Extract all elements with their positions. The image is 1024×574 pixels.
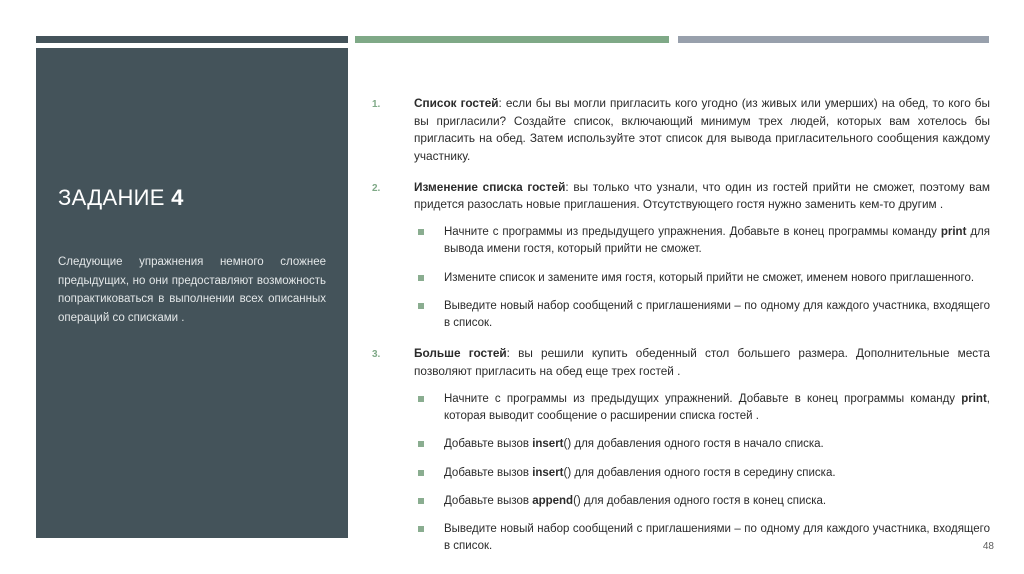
square-bullet-icon xyxy=(418,229,424,235)
slide-intro-paragraph: Следующие упражнения немного сложнее предыдущих, но они предоставляют возможность попрактиковаться в выполнении всех описанных операций со списками . xyxy=(58,256,326,324)
list-item-lead: Больше гостей xyxy=(414,346,507,361)
slide-title-panel xyxy=(36,48,348,538)
sub-bullet-item xyxy=(414,270,990,287)
sub-bullet-text-post: , которая выводит сообщение о расширении списка гостей . xyxy=(444,392,990,422)
top-bar-gray xyxy=(678,36,989,43)
sub-bullet-text-pre: Начните с программы из предыдущих упражнений. Добавьте в конец программы команду xyxy=(444,392,962,405)
sub-bullet-text-pre: Добавьте вызов xyxy=(444,494,533,507)
square-bullet-icon xyxy=(418,470,424,476)
code-keyword: insert xyxy=(532,438,564,451)
sub-bullet-text-pre: Выведите новый набор сообщений с приглашениями – по одному для каждого участника, входящего в список. xyxy=(444,523,990,553)
sub-bullet-text-pre: Начните с программы из предыдущего упражнения. Добавьте в конец программы команду xyxy=(444,226,941,239)
sub-bullet-item xyxy=(414,521,990,556)
square-bullet-icon xyxy=(418,441,424,447)
list-item-number: 1. xyxy=(372,99,381,110)
square-bullet-icon xyxy=(418,526,424,532)
slide-content-list xyxy=(370,95,990,569)
sub-bullet-item xyxy=(414,391,990,426)
list-item-text: : вы только что узнали, что один из гостей прийти не сможет, поэтому вам придется разослать новые приглашения. Отсутствующего гостя нужно заменить кем-то другим . xyxy=(414,179,990,212)
list-item-text: : вы решили купить обеденный стол большего размера. Дополнительные места позволяют пригласить на обед еще трех гостей . xyxy=(414,346,990,379)
sub-bullet-text-post: для вывода имени гостя, который прийти не сможет. xyxy=(444,226,990,256)
sub-bullet-text-pre: Измените список и замените имя гостя, который прийти не сможет, именем нового приглашенного. xyxy=(444,271,975,284)
square-bullet-icon xyxy=(418,396,424,402)
square-bullet-icon xyxy=(418,303,424,309)
sub-bullet-text-pre: Добавьте вызов xyxy=(444,438,533,451)
sub-bullet-text-post: () для добавления одного гостя в середину списка. xyxy=(563,466,836,479)
sub-bullet-text-pre: Выведите новый набор сообщений с приглашениями – по одному для каждого участника, входящего в список. xyxy=(444,299,990,330)
page-title xyxy=(58,185,326,210)
numbered-list-item xyxy=(370,179,990,333)
sub-bullet-item xyxy=(414,298,990,333)
top-bar-dark xyxy=(36,36,348,43)
sub-bullet-text-post: () для добавления одного гостя в конец списка. xyxy=(573,494,827,507)
square-bullet-icon xyxy=(418,498,424,504)
code-keyword: append xyxy=(532,494,574,507)
decorative-top-bars xyxy=(0,0,1024,48)
sub-bullet-text-pre: Добавьте вызов xyxy=(444,466,533,479)
list-item-number: 3. xyxy=(372,349,381,361)
sub-bullet-item xyxy=(414,493,990,510)
numbered-list-item xyxy=(370,95,990,166)
list-item-number: 2. xyxy=(372,182,381,194)
page-number: 48 xyxy=(982,541,994,552)
list-item-lead: Список гостей xyxy=(414,96,499,110)
page-title-number: 4 xyxy=(171,185,184,210)
square-bullet-icon xyxy=(418,275,424,281)
sub-bullet-item xyxy=(414,436,990,453)
numbered-list-item xyxy=(370,345,990,555)
sub-bullet-item xyxy=(414,465,990,482)
code-keyword: print xyxy=(961,392,987,405)
code-keyword: insert xyxy=(532,466,564,479)
sub-bullet-text-post: () для добавления одного гостя в начало списка. xyxy=(563,438,824,451)
sub-bullet-list xyxy=(414,224,990,332)
top-bar-green xyxy=(355,36,669,43)
sub-bullet-item xyxy=(414,224,990,259)
list-item-text: : если бы вы могли пригласить кого угодно (из живых или умерших) на обед, то кого бы вы пригласили? Создайте список, включающий минимум трех людей, которых вам хотелось бы пригласить на обед. Затем используйте этот список для вывода пригласительного сообщения каждому участнику. xyxy=(414,96,990,164)
sub-bullet-list xyxy=(414,391,990,556)
list-item-lead: Изменение списка гостей xyxy=(414,179,566,194)
page-title-text: ЗАДАНИЕ xyxy=(58,185,172,210)
code-keyword: print xyxy=(940,226,967,239)
